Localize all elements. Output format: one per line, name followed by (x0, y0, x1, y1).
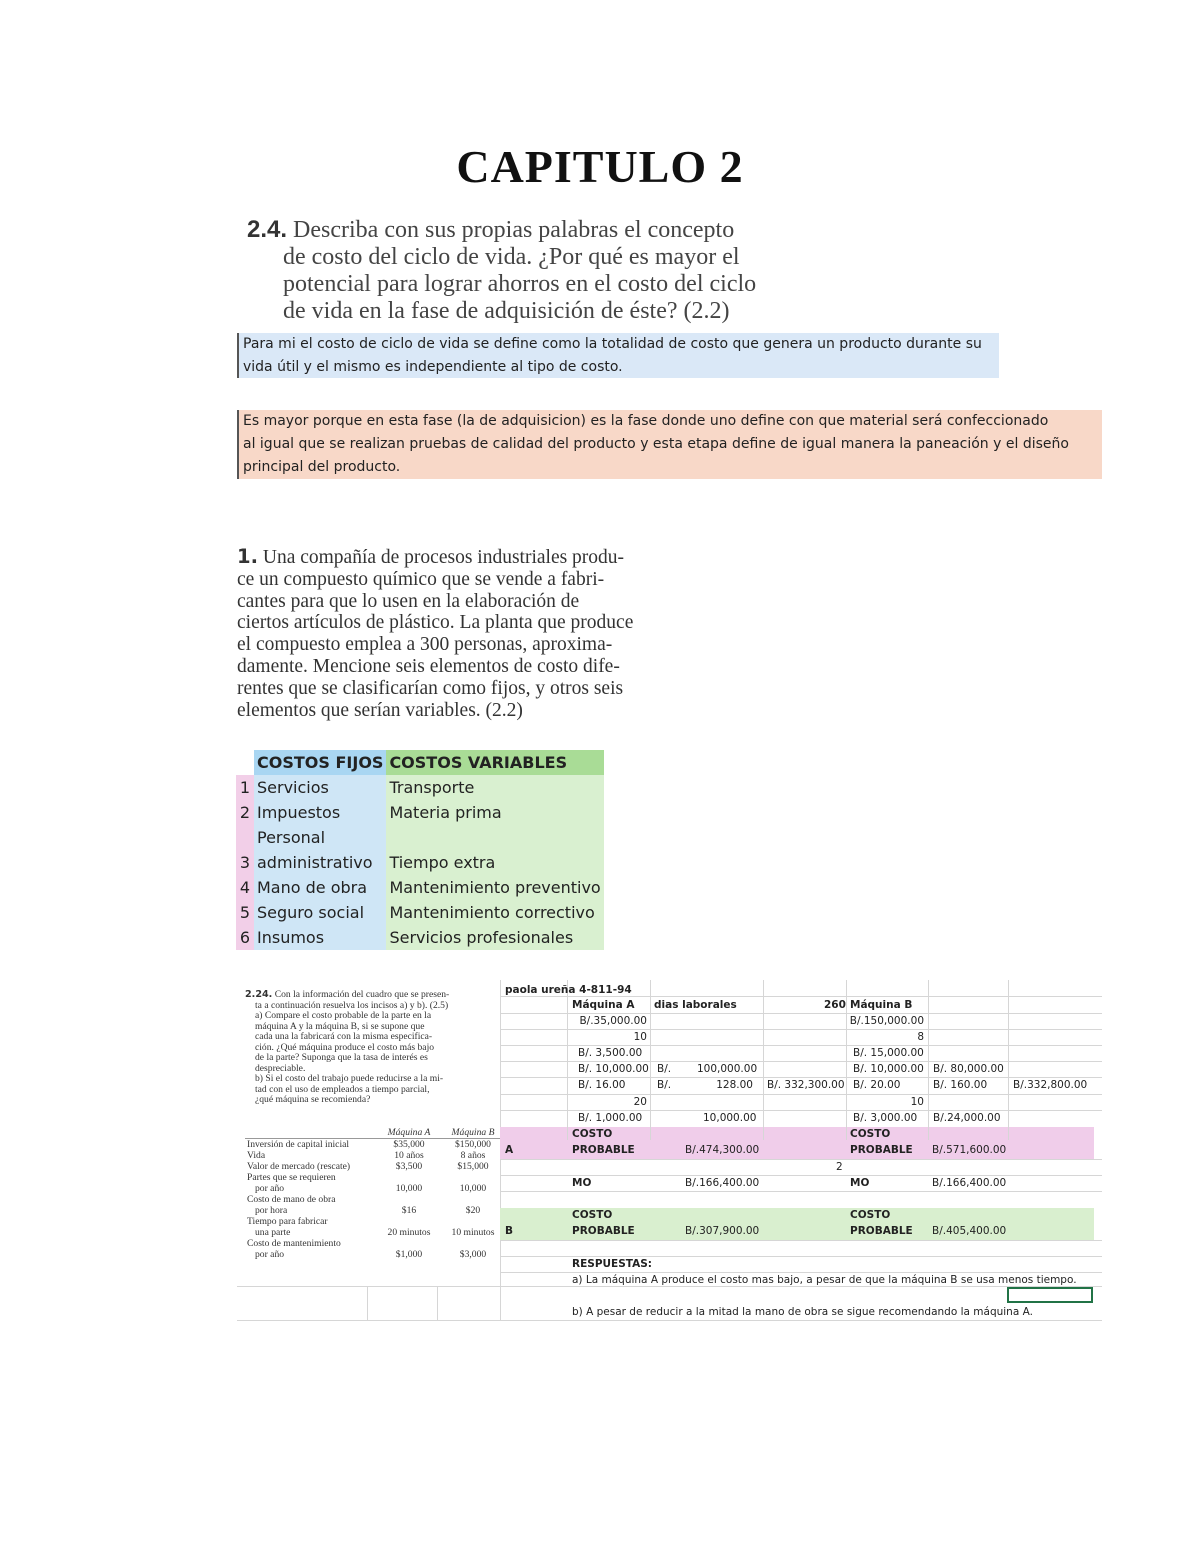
question-line: el compuesto emplea a 300 personas, aproxima- (237, 634, 613, 656)
row-number: 6 (236, 925, 254, 950)
cell: 100,000.00 (697, 1063, 758, 1075)
machine-a-header: Máquina A (572, 999, 635, 1011)
cell: B/.150,000.00 (849, 1015, 924, 1027)
question-line: elementos que serían variables. (2.2) (237, 699, 523, 721)
problem-line: máquina A y la máquina B, si se supone que (255, 1020, 425, 1032)
variable-cost: Transporte (386, 775, 603, 800)
respuestas-label: RESPUESTAS: (572, 1258, 653, 1270)
variable-cost: Mantenimiento preventivo (386, 875, 603, 900)
problem-line: de la parte? Suponga que la tasa de interés es (255, 1052, 428, 1063)
response-a: a) La máquina A produce el costo mas bajo, a pesar de que la máquina B se usa menos tiempo. (572, 1274, 1077, 1286)
costo-label: COSTO (850, 1209, 891, 1221)
question-line: rentes que se clasificarían como fijos, y otros seis (237, 677, 624, 699)
answer-line: Para mi el costo de ciclo de vida se define como la totalidad de costo que genera un producto durante su (243, 336, 982, 352)
cell: B/. 15,000.00 (853, 1047, 924, 1059)
fixed-cost: Insumos (254, 925, 386, 950)
problem-line: despreciable. (255, 1062, 306, 1074)
answer-line: Es mayor porque en esta fase (la de adquisicion) es la fase donde uno define con que material será confeccionado (243, 413, 1049, 429)
cell: B/. (657, 1079, 672, 1091)
variable-cost: Servicios profesionales (386, 925, 603, 950)
fixed-cost: Mano de obra (254, 875, 386, 900)
cell: 2 (836, 1161, 843, 1173)
fixed-cost: Impuestos (254, 800, 386, 825)
cell: B/. 160.00 (933, 1079, 988, 1091)
answer-line: al igual que se realizan pruebas de calidad del producto y esta etapa define de igual manera la paneación y el diseño (243, 436, 1069, 452)
costo-label: COSTO (572, 1209, 613, 1221)
response-b: b) A pesar de reducir a la mitad la mano de obra se sigue recomendando la máquina A. (572, 1306, 1033, 1318)
probable-label: PROBABLE (572, 1144, 635, 1156)
question-line: potencial para lograr ahorros en el costo del ciclo (283, 271, 757, 297)
probable-label: PROBABLE (850, 1144, 913, 1156)
cell: B/. 10,000.00 (853, 1063, 924, 1075)
problem-line: cada una la fabricará con la misma especifica- (255, 1031, 433, 1042)
author-label: paola ureña 4-811-94 (505, 984, 632, 996)
table-row: por hora $16 $20 (255, 1205, 481, 1216)
row-a-label: A (505, 1144, 514, 1156)
b-mo: B/.166,400.00 (932, 1177, 1007, 1189)
header-variable: COSTOS VARIABLES (386, 750, 603, 775)
question-number: 1. (237, 545, 258, 568)
question-line: cantes para que lo usen en la elaboración de (237, 590, 580, 612)
b-probable-2: B/.405,400.00 (932, 1225, 1007, 1237)
problem-line: ción. ¿Qué máquina produce el costo más bajo (255, 1041, 435, 1053)
cell: 10,000.00 (703, 1112, 757, 1124)
fixed-cost: Seguro social (254, 900, 386, 925)
question-line: ciertos artículos de plástico. La planta que produce (237, 612, 634, 634)
question-line: damente. Mencione seis elementos de costo dife- (237, 655, 620, 677)
row-number: 3 (236, 850, 254, 875)
a-probable: B/.474,300.00 (685, 1144, 760, 1156)
table-row: por año $1,000 $3,000 (255, 1249, 487, 1260)
question-line: de vida en la fase de adquisición de éste? (2.2) (283, 298, 730, 324)
question-line: ce un compuesto químico que se vende a fabri- (237, 568, 605, 590)
variable-cost: Tiempo extra (386, 850, 603, 875)
table-row: Costo de mano de obra (247, 1194, 336, 1205)
table-row: por año 10,000 10,000 (255, 1183, 487, 1194)
table-row: Costo de mantenimiento (247, 1238, 341, 1249)
a-mo: B/.166,400.00 (685, 1177, 760, 1189)
cell: B/. (657, 1063, 672, 1075)
cell: 10 (910, 1096, 924, 1108)
cell: B/. 10,000.00 (578, 1063, 649, 1075)
table-row: Tiempo para fabricar (247, 1216, 328, 1227)
row-number: 5 (236, 900, 254, 925)
table-row: Partes que se requieren (247, 1172, 336, 1183)
cell: B/. 332,300.00 (767, 1079, 845, 1091)
table-row: Valor de mercado (rescate) $3,500 $15,000 (247, 1161, 489, 1172)
machine-b-header: Máquina B (850, 999, 913, 1011)
cell: B/.24,000.00 (933, 1112, 1001, 1124)
mo-label: MO (850, 1177, 870, 1189)
question-line: 1. Una compañía de procesos industriales produ- (237, 545, 625, 568)
costo-label: COSTO (572, 1128, 613, 1140)
cell: 8 (917, 1031, 924, 1043)
problem-line: tad con el uso de empleados a tiempo parcial, (255, 1083, 430, 1095)
row-b-label: B (505, 1225, 514, 1237)
dias-label: dias laborales (654, 999, 737, 1011)
row-number: 1 (236, 775, 254, 800)
dias-value: 260 (824, 999, 846, 1011)
question-line: de costo del ciclo de vida. ¿Por qué es mayor el (283, 244, 740, 270)
cell: 128.00 (716, 1079, 753, 1091)
row-number: 2 (236, 800, 254, 825)
costo-label: COSTO (850, 1128, 891, 1140)
fixed-cost: Personal (254, 825, 386, 850)
problem-line: ¿qué máquina se recomienda? (255, 1094, 371, 1105)
cell: B/.35,000.00 (579, 1015, 647, 1027)
cell: B/. 16.00 (578, 1079, 626, 1091)
b-probable: B/.571,600.00 (932, 1144, 1007, 1156)
header-machine-b: Máquina B (441, 1127, 505, 1139)
question-number: 2.4. (247, 216, 288, 243)
cell: B/. 20.00 (853, 1079, 901, 1091)
mo-label: MO (572, 1177, 592, 1189)
table-row: Vida 10 años 8 años (247, 1150, 486, 1161)
table-row: una parte 20 minutos 10 minutos (255, 1227, 495, 1238)
cell: B/. 3,500.00 (578, 1047, 643, 1059)
probable-label: PROBABLE (572, 1225, 635, 1237)
problem-line: b) Si el costo del trabajo puede reducirse a la mi- (255, 1073, 444, 1084)
cell: B/. 80,000.00 (933, 1063, 1004, 1075)
cell: B/. 1,000.00 (578, 1112, 643, 1124)
page-title: CAPITULO 2 (456, 141, 744, 192)
a-probable-2: B/.307,900.00 (685, 1225, 760, 1237)
answer-line: vida útil y el mismo es independiente al tipo de costo. (243, 359, 623, 375)
variable-cost: Mantenimiento correctivo (386, 900, 603, 925)
cell: 20 (633, 1096, 647, 1108)
problem-number: 2.24. (245, 989, 273, 1000)
problem-line: ta a continuación resuelva los incisos a) y b). (2.5) (255, 999, 449, 1011)
selected-cell[interactable] (1007, 1287, 1093, 1303)
header-machine-a: Máquina A (377, 1127, 441, 1139)
answer-line: principal del producto. (243, 459, 401, 475)
fixed-cost: Servicios (254, 775, 386, 800)
fixed-cost: administrativo (254, 850, 386, 875)
cell: 10 (633, 1031, 647, 1043)
question-line: 2.4. Describa con sus propias palabras el concepto (247, 216, 735, 243)
cell: B/. 3,000.00 (853, 1112, 918, 1124)
problem-line: 2.24. Con la información del cuadro que se presen- (245, 989, 450, 1000)
cell: B/.332,800.00 (1013, 1079, 1088, 1091)
header-fixed: COSTOS FIJOS (254, 750, 386, 775)
row-number: 4 (236, 875, 254, 900)
table-row: Inversión de capital inicial $35,000 $150,000 (247, 1139, 491, 1150)
probable-label: PROBABLE (850, 1225, 913, 1237)
problem-line: a) Compare el costo probable de la parte en la (255, 1010, 432, 1021)
variable-cost: Materia prima (386, 800, 603, 825)
